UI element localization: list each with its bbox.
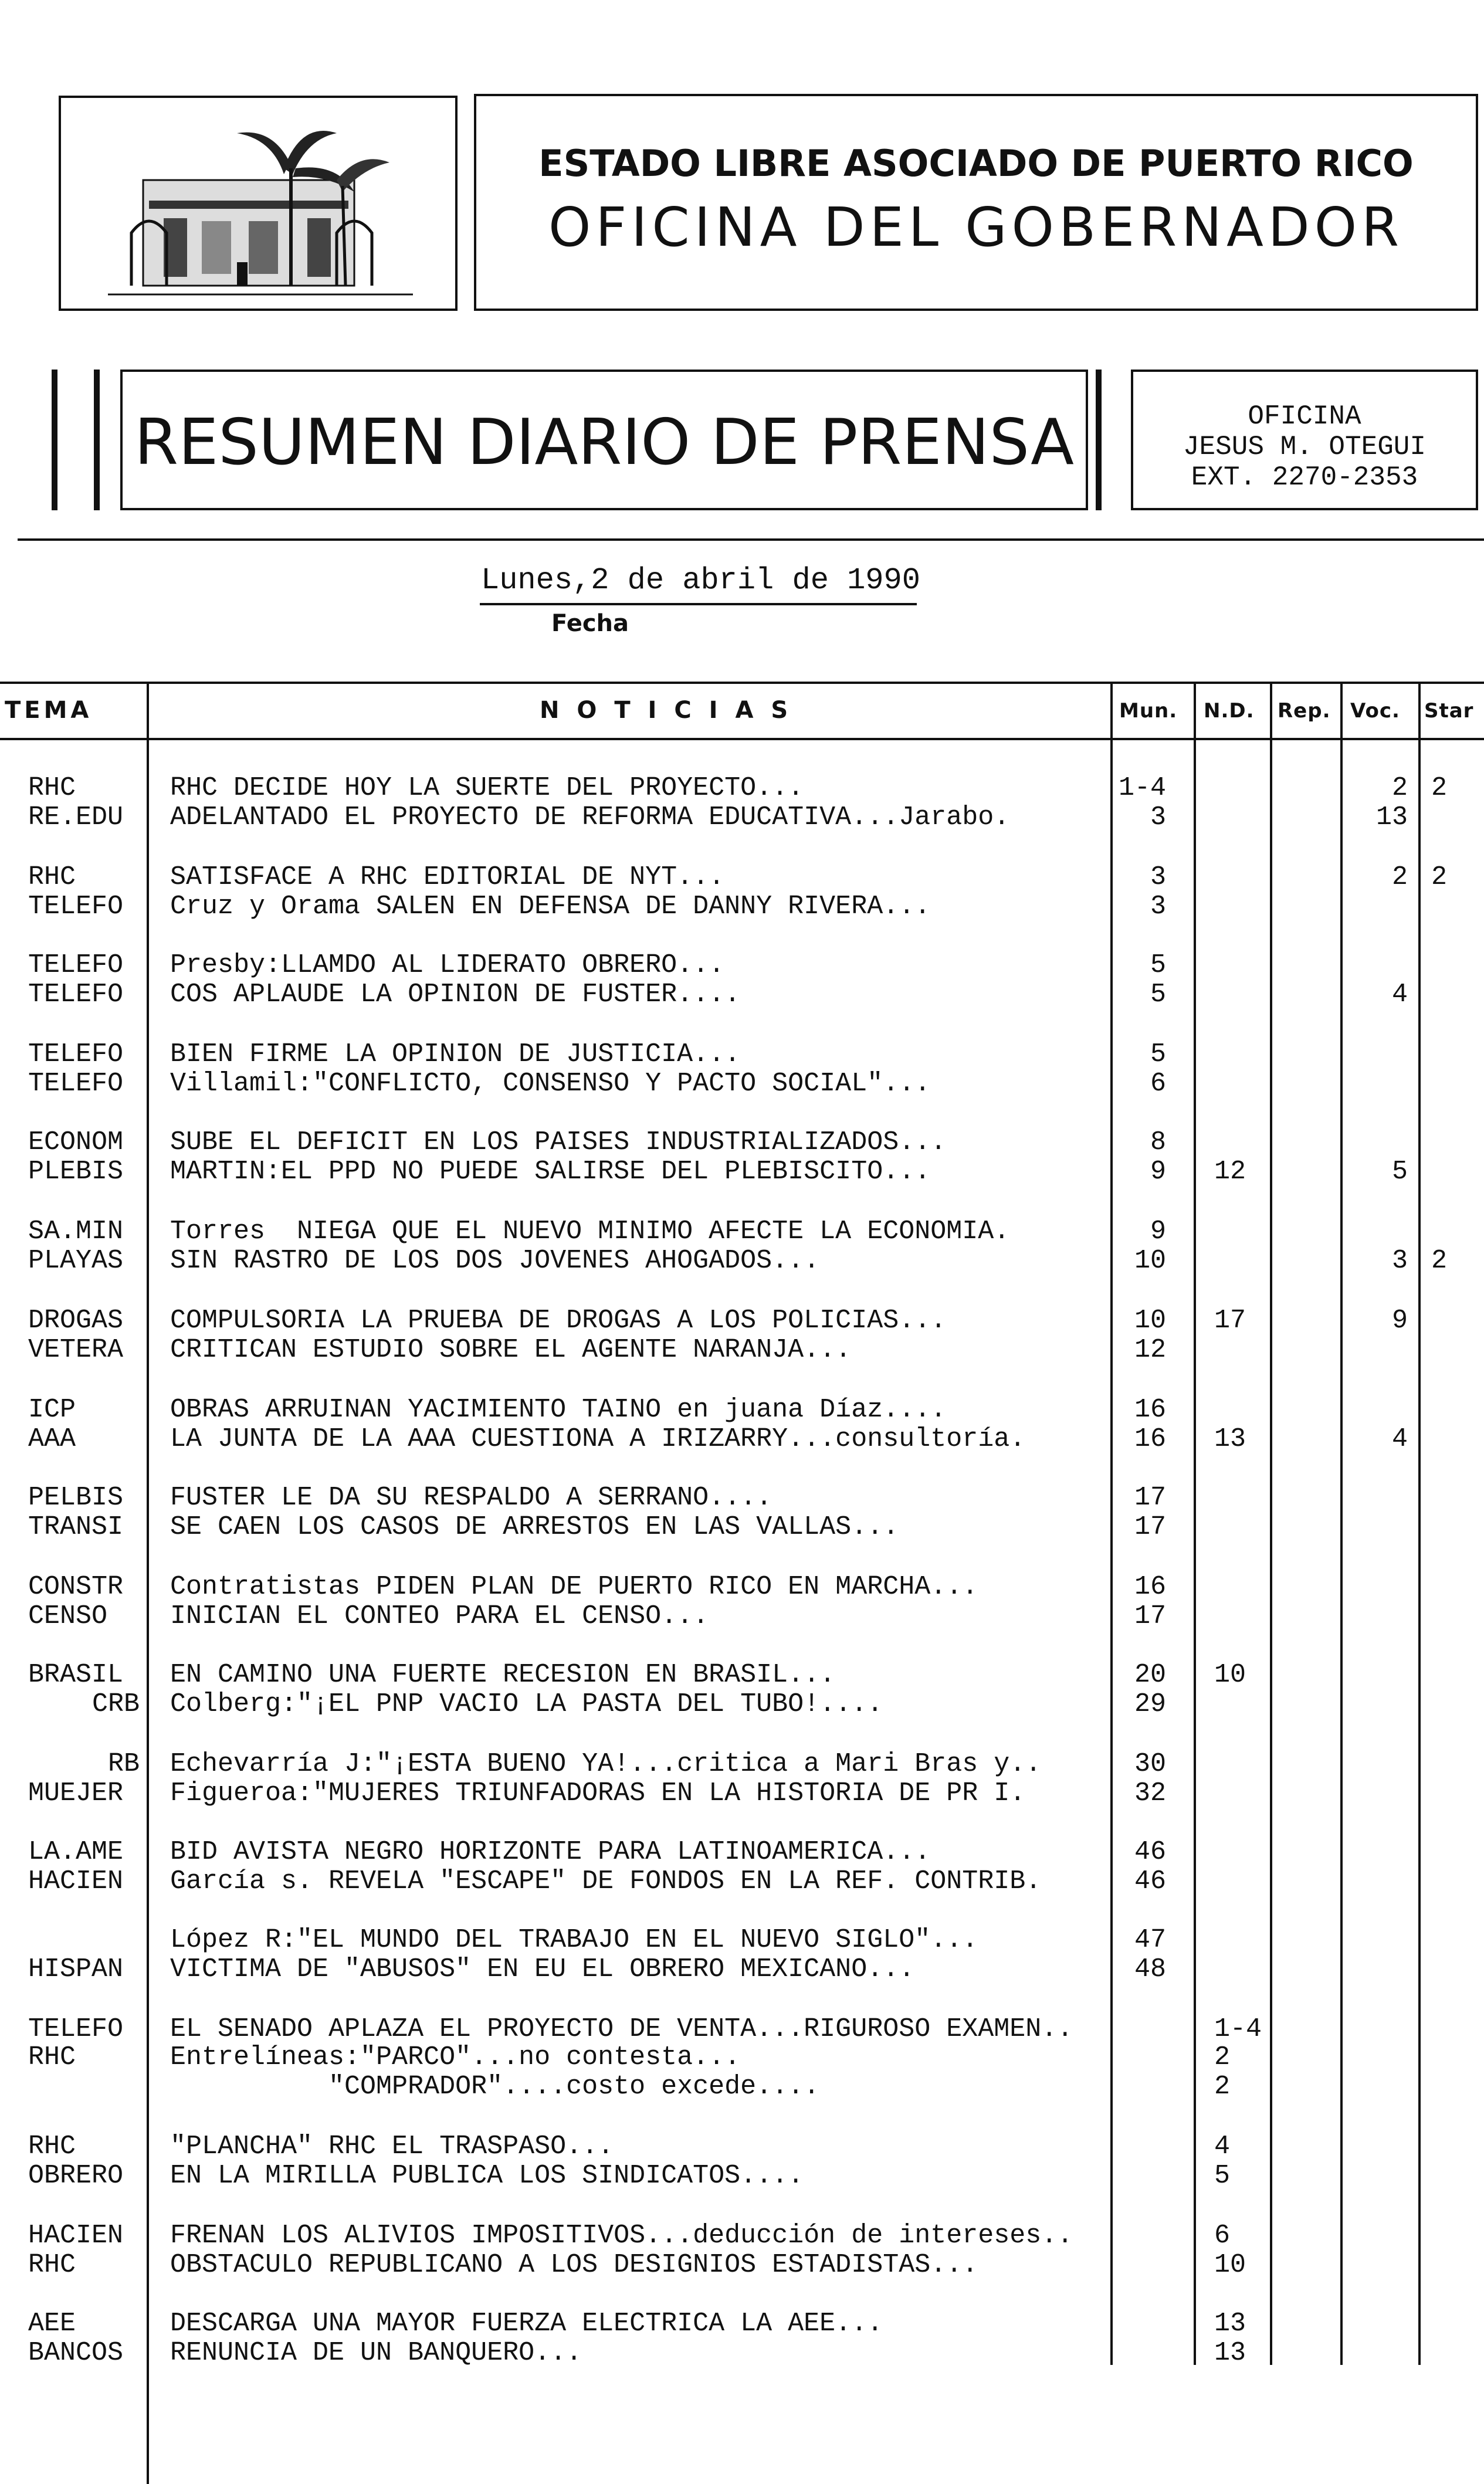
table-row bbox=[0, 1246, 1484, 1276]
mun-cell: 10 bbox=[1134, 1246, 1166, 1276]
noticia-cell: EN CAMINO UNA FUERTE RECESION EN BRASIL... bbox=[170, 1660, 836, 1690]
voc-cell: 3 bbox=[1391, 1246, 1408, 1276]
mun-cell: 5 bbox=[1150, 980, 1166, 1009]
noticia-cell: FUSTER LE DA SU RESPALDO A SERRANO.... bbox=[170, 1483, 773, 1513]
tema-cell: PLAYAS bbox=[28, 1246, 124, 1276]
tema-cell: HISPAN bbox=[28, 1954, 124, 1984]
noticia-cell: SE CAEN LOS CASOS DE ARRESTOS EN LAS VALLAS... bbox=[170, 1512, 899, 1542]
tema-cell: TELEFO bbox=[28, 1039, 124, 1069]
mun-cell: 5 bbox=[1150, 950, 1166, 980]
office-box bbox=[1131, 370, 1478, 510]
tema-cell: CONSTR bbox=[28, 1572, 124, 1602]
tema-cell: HACIEN bbox=[28, 2221, 124, 2251]
noticia-cell: BIEN FIRME LA OPINION DE JUSTICIA... bbox=[170, 1039, 741, 1069]
noticia-cell: COS APLAUDE LA OPINION DE FUSTER.... bbox=[170, 980, 741, 1009]
tema-cell: MUEJER bbox=[28, 1778, 124, 1808]
table-row bbox=[0, 1778, 1484, 1809]
table-row bbox=[0, 1837, 1484, 1868]
noticia-cell: Villamil:"CONFLICTO, CONSENSO Y PACTO SOCIAL"... bbox=[170, 1069, 931, 1099]
nd-cell: 1-4 bbox=[1214, 2014, 1262, 2044]
table-row bbox=[0, 1306, 1484, 1336]
tema-cell: SA.MIN bbox=[28, 1216, 124, 1246]
mun-cell: 17 bbox=[1134, 1601, 1166, 1631]
mun-cell: 46 bbox=[1134, 1866, 1166, 1896]
nd-cell: 6 bbox=[1214, 2221, 1231, 2251]
noticia-cell: EN LA MIRILLA PUBLICA LOS SINDICATOS.... bbox=[170, 2161, 804, 2191]
mun-cell: 32 bbox=[1134, 1778, 1166, 1808]
table-row bbox=[0, 1954, 1484, 1985]
noticia-cell: "PLANCHA" RHC EL TRASPASO... bbox=[170, 2131, 614, 2161]
table-row bbox=[0, 2161, 1484, 2191]
noticia-cell: BID AVISTA NEGRO HORIZONTE PARA LATINOAMERICA... bbox=[170, 1837, 931, 1867]
tema-cell: TELEFO bbox=[28, 950, 124, 980]
table-row bbox=[0, 1335, 1484, 1365]
title-box bbox=[120, 370, 1088, 510]
noticia-cell: VICTIMA DE "ABUSOS" EN EU EL OBRERO MEXICANO... bbox=[170, 1954, 915, 1984]
tema-cell: CRB bbox=[92, 1689, 140, 1719]
nd-cell: 12 bbox=[1214, 1157, 1246, 1187]
table-row bbox=[0, 1572, 1484, 1602]
office-line1: OFICINA bbox=[1248, 401, 1361, 432]
table-row bbox=[0, 1749, 1484, 1780]
table-row bbox=[0, 1601, 1484, 1632]
voc-cell: 13 bbox=[1375, 802, 1408, 832]
col-voc: Voc. bbox=[1350, 699, 1400, 723]
mun-cell: 5 bbox=[1150, 1039, 1166, 1069]
noticia-cell: SATISFACE A RHC EDITORIAL DE NYT... bbox=[170, 862, 725, 892]
tema-cell: PELBIS bbox=[28, 1483, 124, 1513]
table-row bbox=[0, 1395, 1484, 1425]
tema-cell: DROGAS bbox=[28, 1306, 124, 1336]
nd-cell: 13 bbox=[1214, 1424, 1246, 1454]
nd-cell: 2 bbox=[1214, 2072, 1231, 2102]
tema-cell: RHC bbox=[28, 2131, 76, 2161]
mun-cell: 17 bbox=[1134, 1512, 1166, 1542]
nd-cell: 13 bbox=[1214, 2309, 1246, 2339]
date-value: Lunes,2 de abril de 1990 bbox=[481, 563, 920, 598]
logo-frame bbox=[59, 96, 458, 311]
tema-cell: AAA bbox=[28, 1424, 76, 1454]
noticia-cell: DESCARGA UNA MAYOR FUERZA ELECTRICA LA AEE... bbox=[170, 2309, 883, 2339]
noticia-cell: EL SENADO APLAZA EL PROYECTO DE VENTA...RIGUROSO EXAMEN.. bbox=[170, 2014, 1073, 2044]
tema-cell: TRANSI bbox=[28, 1512, 124, 1542]
noticia-cell: SIN RASTRO DE LOS DOS JOVENES AHOGADOS... bbox=[170, 1246, 820, 1276]
noticia-cell: López R:"EL MUNDO DEL TRABAJO EN EL NUEVO SIGLO"... bbox=[170, 1925, 978, 1955]
tema-cell: LA.AME bbox=[28, 1837, 124, 1867]
noticia-cell: Echevarría J:"¡ESTA BUENO YA!...critica a Mari Bras y.. bbox=[170, 1749, 1042, 1779]
mun-cell: 1-4 bbox=[1118, 773, 1166, 803]
voc-cell: 5 bbox=[1391, 1157, 1408, 1187]
col-rep: Rep. bbox=[1278, 699, 1331, 723]
noticia-cell: OBRAS ARRUINAN YACIMIENTO TAINO en juana Díaz.... bbox=[170, 1395, 947, 1425]
col-noticias: N O T I C I A S bbox=[540, 697, 793, 724]
agency-title-box bbox=[474, 94, 1478, 311]
mun-cell: 9 bbox=[1150, 1157, 1166, 1187]
tema-cell: TELEFO bbox=[28, 1069, 124, 1099]
voc-cell: 2 bbox=[1391, 862, 1408, 892]
tema-cell: VETERA bbox=[28, 1335, 124, 1365]
page-title: RESUMEN DIARIO DE PRENSA bbox=[134, 406, 1074, 479]
table-row bbox=[0, 1660, 1484, 1690]
voc-cell: 4 bbox=[1391, 1424, 1408, 1454]
mun-cell: 48 bbox=[1134, 1954, 1166, 1984]
table-row bbox=[0, 1512, 1484, 1543]
nd-cell: 5 bbox=[1214, 2161, 1231, 2191]
noticia-cell: LA JUNTA DE LA AAA CUESTIONA A IRIZARRY...consultoría. bbox=[170, 1424, 1026, 1454]
date-label: Fecha bbox=[551, 610, 629, 637]
voc-cell: 2 bbox=[1391, 773, 1408, 803]
nd-cell: 4 bbox=[1214, 2131, 1231, 2161]
building-logo-icon bbox=[61, 98, 455, 309]
table-row bbox=[0, 980, 1484, 1010]
table-row bbox=[0, 2014, 1484, 2045]
agency-line1: ESTADO LIBRE ASOCIADO DE PUERTO RICO bbox=[538, 142, 1414, 185]
table-row bbox=[0, 1424, 1484, 1455]
mun-cell: 20 bbox=[1134, 1660, 1166, 1690]
table-row bbox=[0, 2309, 1484, 2339]
star-cell: 2 bbox=[1431, 862, 1448, 892]
noticia-cell: INICIAN EL CONTEO PARA EL CENSO... bbox=[170, 1601, 709, 1631]
table-row bbox=[0, 2072, 1484, 2102]
table-row bbox=[0, 862, 1484, 893]
mun-cell: 30 bbox=[1134, 1749, 1166, 1779]
nd-cell: 13 bbox=[1214, 2338, 1246, 2368]
mun-cell: 3 bbox=[1150, 802, 1166, 832]
mun-cell: 17 bbox=[1134, 1483, 1166, 1513]
noticia-cell: Colberg:"¡EL PNP VACIO LA PASTA DEL TUBO!.... bbox=[170, 1689, 883, 1719]
table-row bbox=[0, 2338, 1484, 2368]
voc-cell: 4 bbox=[1391, 980, 1408, 1009]
agency-line2: OFICINA DEL GOBERNADOR bbox=[548, 196, 1404, 259]
tema-cell: ICP bbox=[28, 1395, 76, 1425]
noticia-cell: CRITICAN ESTUDIO SOBRE EL AGENTE NARANJA... bbox=[170, 1335, 852, 1365]
tema-cell: RHC bbox=[28, 773, 76, 803]
noticia-cell: RENUNCIA DE UN BANQUERO... bbox=[170, 2338, 582, 2368]
noticia-cell: SUBE EL DEFICIT EN LOS PAISES INDUSTRIALIZADOS... bbox=[170, 1127, 947, 1157]
mun-cell: 9 bbox=[1150, 1216, 1166, 1246]
table-row bbox=[0, 1925, 1484, 1956]
table-row bbox=[0, 892, 1484, 922]
nd-cell: 17 bbox=[1214, 1306, 1246, 1336]
noticia-cell: ADELANTADO EL PROYECTO DE REFORMA EDUCATIVA...Jarabo. bbox=[170, 802, 1010, 832]
tema-cell: PLEBIS bbox=[28, 1157, 124, 1187]
table-row bbox=[0, 2221, 1484, 2251]
noticia-cell: OBSTACULO REPUBLICANO A LOS DESIGNIOS ESTADISTAS... bbox=[170, 2250, 978, 2280]
tema-cell: RHC bbox=[28, 2250, 76, 2280]
mun-cell: 6 bbox=[1150, 1069, 1166, 1099]
tema-cell: TELEFO bbox=[28, 2014, 124, 2044]
tema-cell: RB bbox=[107, 1749, 140, 1779]
nd-cell: 2 bbox=[1214, 2042, 1231, 2072]
table-row bbox=[0, 1069, 1484, 1099]
tema-cell: RHC bbox=[28, 2042, 76, 2072]
noticia-cell: FRENAN LOS ALIVIOS IMPOSITIVOS...deducción de intereses.. bbox=[170, 2221, 1073, 2251]
mun-cell: 10 bbox=[1134, 1306, 1166, 1336]
mun-cell: 3 bbox=[1150, 892, 1166, 921]
mun-cell: 46 bbox=[1134, 1837, 1166, 1867]
table-row bbox=[0, 1866, 1484, 1897]
table-row bbox=[0, 773, 1484, 804]
table-row bbox=[0, 802, 1484, 833]
noticia-cell: Contratistas PIDEN PLAN DE PUERTO RICO EN MARCHA... bbox=[170, 1572, 978, 1602]
mun-cell: 16 bbox=[1134, 1395, 1166, 1425]
noticia-cell: Figueroa:"MUJERES TRIUNFADORAS EN LA HISTORIA DE PR I. bbox=[170, 1778, 1026, 1808]
tema-cell: TELEFO bbox=[28, 980, 124, 1009]
nd-cell: 10 bbox=[1214, 1660, 1246, 1690]
noticia-cell: COMPULSORIA LA PRUEBA DE DROGAS A LOS POLICIAS... bbox=[170, 1306, 947, 1336]
noticia-cell: Torres NIEGA QUE EL NUEVO MINIMO AFECTE LA ECONOMIA. bbox=[170, 1216, 1010, 1246]
tema-cell: ECONOM bbox=[28, 1127, 124, 1157]
noticia-cell: MARTIN:EL PPD NO PUEDE SALIRSE DEL PLEBISCITO... bbox=[170, 1157, 931, 1187]
table-row bbox=[0, 1157, 1484, 1187]
table-row bbox=[0, 1039, 1484, 1070]
tema-cell: BRASIL bbox=[28, 1660, 124, 1690]
table-row bbox=[0, 2042, 1484, 2073]
col-tema: TEMA bbox=[5, 697, 93, 724]
table-row bbox=[0, 1483, 1484, 1513]
nd-cell: 10 bbox=[1214, 2250, 1246, 2280]
star-cell: 2 bbox=[1431, 1246, 1448, 1276]
office-line2: JESUS M. OTEGUI bbox=[1183, 432, 1427, 462]
tema-cell: RHC bbox=[28, 862, 76, 892]
col-star: Star bbox=[1424, 699, 1474, 723]
table-row bbox=[0, 2131, 1484, 2162]
tema-cell: TELEFO bbox=[28, 892, 124, 921]
noticia-cell: Cruz y Orama SALEN EN DEFENSA DE DANNY RIVERA... bbox=[170, 892, 931, 921]
table-row bbox=[0, 2250, 1484, 2280]
mun-cell: 12 bbox=[1134, 1335, 1166, 1365]
table-row bbox=[0, 950, 1484, 981]
mun-cell: 16 bbox=[1134, 1572, 1166, 1602]
noticia-cell: RHC DECIDE HOY LA SUERTE DEL PROYECTO... bbox=[170, 773, 804, 803]
table-row bbox=[0, 1689, 1484, 1720]
tema-cell: OBRERO bbox=[28, 2161, 124, 2191]
col-mun: Mun. bbox=[1119, 699, 1178, 723]
mun-cell: 16 bbox=[1134, 1424, 1166, 1454]
tema-cell: CENSO bbox=[28, 1601, 108, 1631]
mun-cell: 3 bbox=[1150, 862, 1166, 892]
table-row bbox=[0, 1216, 1484, 1247]
col-nd: N.D. bbox=[1204, 699, 1255, 723]
noticia-cell: Entrelíneas:"PARCO"...no contesta... bbox=[170, 2042, 741, 2072]
mun-cell: 29 bbox=[1134, 1689, 1166, 1719]
tema-cell: RE.EDU bbox=[28, 802, 124, 832]
noticia-cell: "COMPRADOR"....costo excede.... bbox=[170, 2072, 820, 2102]
tema-cell: BANCOS bbox=[28, 2338, 124, 2368]
tema-cell: HACIEN bbox=[28, 1866, 124, 1896]
star-cell: 2 bbox=[1431, 773, 1448, 803]
office-line3: EXT. 2270-2353 bbox=[1191, 462, 1418, 493]
mun-cell: 47 bbox=[1134, 1925, 1166, 1955]
voc-cell: 9 bbox=[1391, 1306, 1408, 1336]
noticia-cell: García s. REVELA "ESCAPE" DE FONDOS EN LA REF. CONTRIB. bbox=[170, 1866, 1042, 1896]
noticia-cell: Presby:LLAMDO AL LIDERATO OBRERO... bbox=[170, 950, 725, 980]
table-row bbox=[0, 1127, 1484, 1158]
tema-cell: AEE bbox=[28, 2309, 76, 2339]
mun-cell: 8 bbox=[1150, 1127, 1166, 1157]
